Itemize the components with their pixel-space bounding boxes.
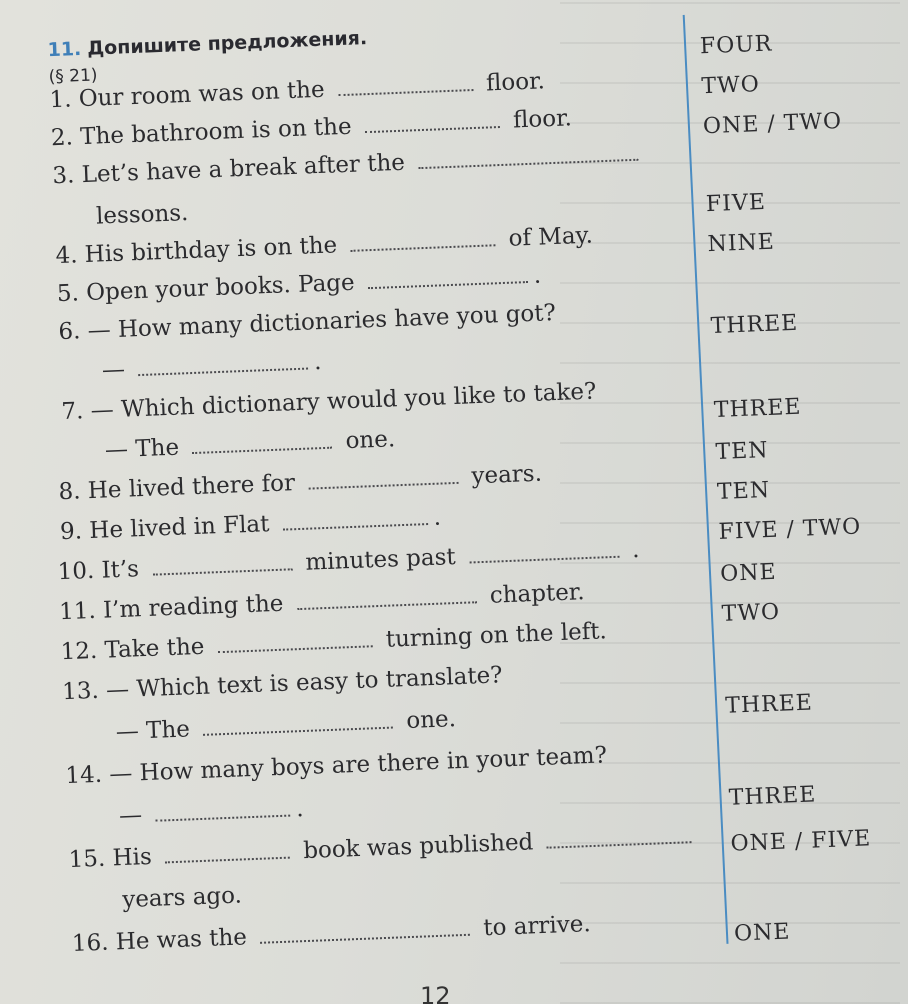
sentence-line — [105, 426, 396, 463]
answer-label: FIVE — [705, 189, 767, 218]
sentence-text: Let’s have a break after the — [81, 149, 406, 189]
answer-blank[interactable] — [469, 542, 620, 564]
answer-blank[interactable] — [282, 509, 428, 531]
answer-label: NINE — [707, 229, 776, 258]
answer-label: FOUR — [699, 31, 773, 60]
sentence-text-after: one. — [345, 426, 396, 455]
sentence-text: Open your books. Page — [85, 269, 356, 307]
sentence-text: Take the — [104, 633, 205, 664]
sentence-line — [52, 141, 644, 190]
sentence-text: His — [112, 843, 153, 872]
sentence-text-after: floor. — [512, 105, 573, 134]
sentence-text-after: . — [533, 262, 542, 289]
sentence-line — [58, 461, 542, 506]
sentence-text: years ago. — [121, 882, 243, 914]
sentence-line — [62, 662, 503, 705]
sentence-text: Our room was on the — [78, 76, 326, 113]
answer-blank[interactable] — [350, 230, 496, 252]
sentence-number: 1. — [49, 86, 72, 114]
sentence-line — [119, 796, 304, 829]
sentence-text: lessons. — [95, 200, 189, 230]
sentence-text: — — [101, 356, 126, 384]
sentence-number: 9. — [59, 518, 83, 546]
sentence-text: He lived there for — [87, 470, 296, 505]
sentence-line — [60, 505, 442, 546]
sentence-line — [68, 823, 698, 873]
sentence-line — [58, 300, 556, 345]
answer-label: THREE — [710, 310, 799, 340]
answer-blank[interactable] — [308, 468, 459, 490]
sentence-text: He was the — [115, 924, 248, 956]
sentence-text: — How many dictionaries have you got? — [87, 300, 557, 344]
sentence-line — [101, 349, 321, 383]
answer-blank[interactable] — [217, 631, 372, 653]
sentence-text-after: . — [433, 504, 442, 531]
sentence-text-after: . — [631, 536, 640, 564]
sentence-text: — How many boys are there in your team? — [108, 742, 608, 788]
answer-label: TWO — [721, 599, 781, 627]
sentence-line — [55, 223, 593, 270]
sentence-line — [51, 105, 573, 151]
sentence-line — [59, 579, 585, 625]
answer-label: TEN — [716, 477, 771, 505]
sentence-text: He lived in Flat — [88, 511, 270, 545]
exercise-number: 11. — [47, 38, 82, 62]
sentence-text: His birthday is on the — [84, 232, 338, 269]
answer-label: FIVE / TWO — [718, 514, 862, 545]
sentence-number: 7. — [61, 398, 84, 426]
sentence-number: 2. — [50, 124, 74, 152]
sentence-text-after: turning on the left. — [385, 618, 608, 653]
sentence-text: — The — [115, 716, 191, 746]
answer-blank[interactable] — [418, 145, 638, 169]
sentence-text: — The — [104, 434, 180, 464]
answer-label: ONE / FIVE — [730, 826, 872, 857]
sentence-line — [49, 68, 545, 113]
section-reference: (§ 21) — [48, 65, 98, 88]
sentence-text: I’m reading the — [102, 590, 284, 624]
sentence-text: — — [118, 802, 143, 830]
sentence-text-after: of May. — [508, 222, 594, 252]
answer-blank[interactable] — [155, 801, 291, 822]
sentence-number: 13. — [61, 677, 100, 706]
answer-blank[interactable] — [192, 433, 333, 454]
sentence-text: It’s — [101, 556, 140, 584]
answer-label: TWO — [701, 72, 761, 100]
sentence-text-after: chapter. — [489, 579, 586, 609]
sentence-number: 6. — [57, 318, 81, 346]
sentence-number: 4. — [55, 242, 78, 270]
answer-blank[interactable] — [546, 827, 692, 849]
answer-label: THREE — [713, 394, 802, 423]
sentence-number: 14. — [65, 761, 103, 790]
sentence-text-after: floor. — [485, 68, 546, 97]
exercise-title: Допишите предложения. — [86, 27, 368, 60]
exercise-heading — [47, 27, 367, 61]
answer-label: ONE / TWO — [702, 108, 843, 140]
sentence-text-middle: minutes past — [304, 544, 457, 576]
sentence-text-middle: book was published — [302, 829, 534, 865]
sentence-line — [60, 618, 607, 665]
sentence-line — [71, 911, 591, 957]
sentence-number: 8. — [58, 478, 82, 506]
sentence-line — [57, 537, 640, 585]
sentence-number: 3. — [51, 162, 75, 190]
sentence-number: 15. — [68, 845, 106, 874]
answer-blank[interactable] — [338, 75, 474, 96]
sentence-line — [57, 263, 542, 308]
answer-blank[interactable] — [368, 267, 528, 289]
sentence-line — [96, 200, 189, 230]
sentence-text-after: one. — [405, 706, 457, 735]
sentence-line — [65, 742, 607, 789]
page-number: 12 — [420, 982, 451, 1004]
sentence-line — [115, 706, 456, 745]
answer-blank[interactable] — [296, 587, 476, 610]
sentence-text-after: to arrive. — [482, 911, 592, 942]
sentence-line — [61, 379, 597, 426]
answer-label: ONE — [719, 559, 778, 587]
answer-label: TEN — [715, 437, 769, 465]
sentence-number: 11. — [58, 597, 97, 626]
sentence-text-after: . — [295, 796, 305, 823]
sentence-text: The bathroom is on the — [79, 113, 353, 151]
answer-blank[interactable] — [203, 713, 393, 736]
answer-blank[interactable] — [138, 354, 308, 377]
answer-blank[interactable] — [152, 554, 293, 575]
answer-label: THREE — [724, 690, 814, 719]
answer-blank[interactable] — [260, 920, 470, 944]
sentence-text-after: years. — [470, 460, 543, 490]
sentence-text-after: . — [313, 349, 322, 376]
sentence-number: 5. — [56, 280, 80, 308]
answer-blank[interactable] — [165, 843, 291, 864]
sentence-text: — Which dictionary would you like to take? — [90, 378, 597, 424]
answer-label: THREE — [728, 782, 817, 811]
answer-blank[interactable] — [365, 112, 501, 133]
sentence-line — [122, 882, 243, 913]
sentence-number: 16. — [71, 929, 110, 958]
sentence-number: 10. — [57, 557, 95, 586]
sentence-number: 12. — [60, 637, 98, 666]
sentence-text: — Which text is easy to translate? — [105, 662, 503, 704]
answer-label: ONE — [733, 919, 791, 947]
